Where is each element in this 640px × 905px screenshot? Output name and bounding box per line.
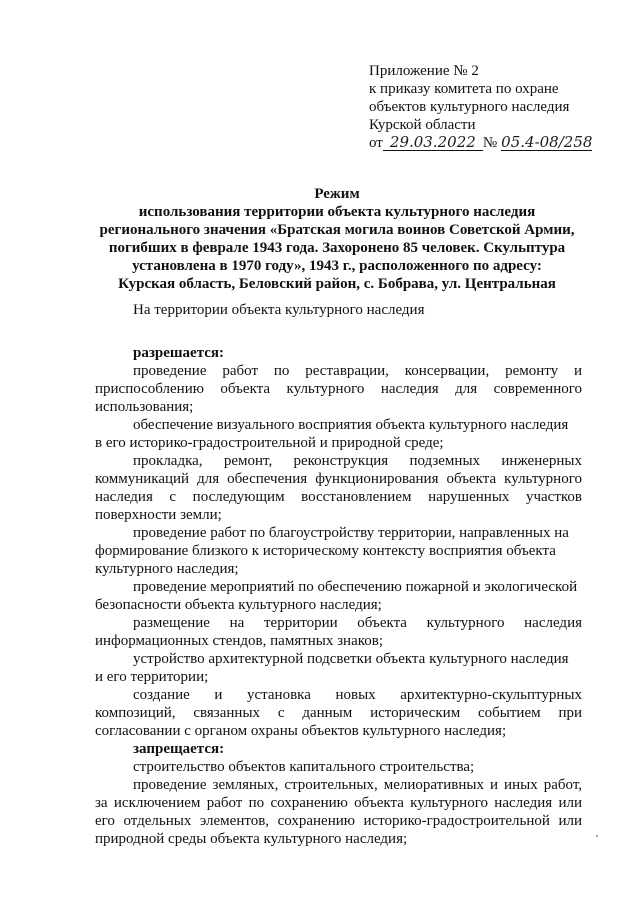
forbidden-heading: запрещается: (133, 741, 225, 757)
paragraph-line: проведение мероприятий по обеспечению пожарной и экологической (133, 579, 578, 595)
title-line: погибших в феврале 1943 года. Захоронено 85 человек. Скульптура (108, 240, 566, 256)
paragraph-line: создание и установка новых архитектурно-скульптурных (133, 687, 582, 703)
title-line: использования территории объекта культурного наследия (138, 204, 536, 220)
paragraph-line: поверхности земли; (95, 507, 222, 523)
number-label: № (482, 135, 498, 151)
from-label: от (369, 135, 383, 151)
allowed-heading: разрешается: (133, 345, 225, 361)
paragraph-line: природной среды объекта культурного наследия; (95, 831, 408, 847)
handwritten-number: 05.4-08/258 (501, 133, 593, 151)
paragraph-line: и его территории; (95, 669, 209, 685)
appendix-order-line: к приказу комитета по охране (369, 81, 559, 97)
appendix-committee-line: объектов культурного наследия (369, 99, 570, 115)
title-line: установлена в 1970 году», 1943 г., расположенного по адресу: (132, 258, 542, 274)
appendix-title: Приложение № 2 (369, 63, 479, 79)
paragraph-line: композиций, связанных с данным историческим событием при (95, 705, 582, 721)
paragraph-line: формирование близкого к историческому контексту восприятия объекта (95, 543, 556, 559)
title-line: регионального значения «Братская могила воинов Советской Армии, (99, 222, 575, 238)
paragraph-line: информационных стендов, памятных знаков; (95, 633, 384, 649)
paragraph-line: согласовании с органом охраны объектов культурного наследия; (95, 723, 507, 739)
document-title (92, 185, 582, 293)
paragraph-line: безопасности объекта культурного наследия; (95, 597, 382, 613)
paragraph-line: проведение работ по благоустройству территории, направленных на (133, 525, 569, 541)
paragraph-line: проведение работ по реставрации, консервации, ремонту и (133, 363, 582, 379)
appendix-date-number-line (369, 134, 619, 152)
paragraph-line: в его историко-градостроительной и природной среде; (95, 435, 444, 451)
handwritten-date: 29.03.2022 (383, 134, 483, 151)
paragraph-line: обеспечение визуального восприятия объекта культурного наследия (133, 417, 569, 433)
appendix-region-line: Курской области (369, 117, 476, 133)
paragraph-line: за исключением работ по сохранению объекта культурного наследия или (95, 795, 582, 811)
intro-text: На территории объекта культурного наследия (133, 302, 425, 318)
paragraph-line: использования; (95, 399, 194, 415)
paragraph-line: приспособлению объекта культурного наследия для современного (95, 381, 582, 397)
paragraph-line: прокладка, ремонт, реконструкция подземных инженерных (133, 453, 582, 469)
title-line: Курская область, Беловский район, с. Бобрава, ул. Центральная (118, 276, 556, 292)
paragraph-line: коммуникаций для обеспечения функционирования объекта культурного (95, 471, 582, 487)
paragraph-line: устройство архитектурной подсветки объекта культурного наследия (133, 651, 569, 667)
scan-speck (596, 835, 598, 837)
appendix-block (369, 62, 619, 152)
paragraph-line: наследия с последующим восстановлением нарушенных участков (95, 489, 582, 505)
paragraph-line: проведение земляных, строительных, мелиоративных и иных работ, (133, 777, 582, 793)
document-body (95, 344, 582, 848)
paragraph-line: культурного наследия; (95, 561, 239, 577)
paragraph-line: его отдельных элементов, сохранению историко-градостроительной или (95, 813, 582, 829)
paragraph-line: размещение на территории объекта культурного наследия (133, 615, 582, 631)
paragraph-line: строительство объектов капитального строительства; (133, 759, 475, 775)
title-line: Режим (314, 186, 360, 202)
